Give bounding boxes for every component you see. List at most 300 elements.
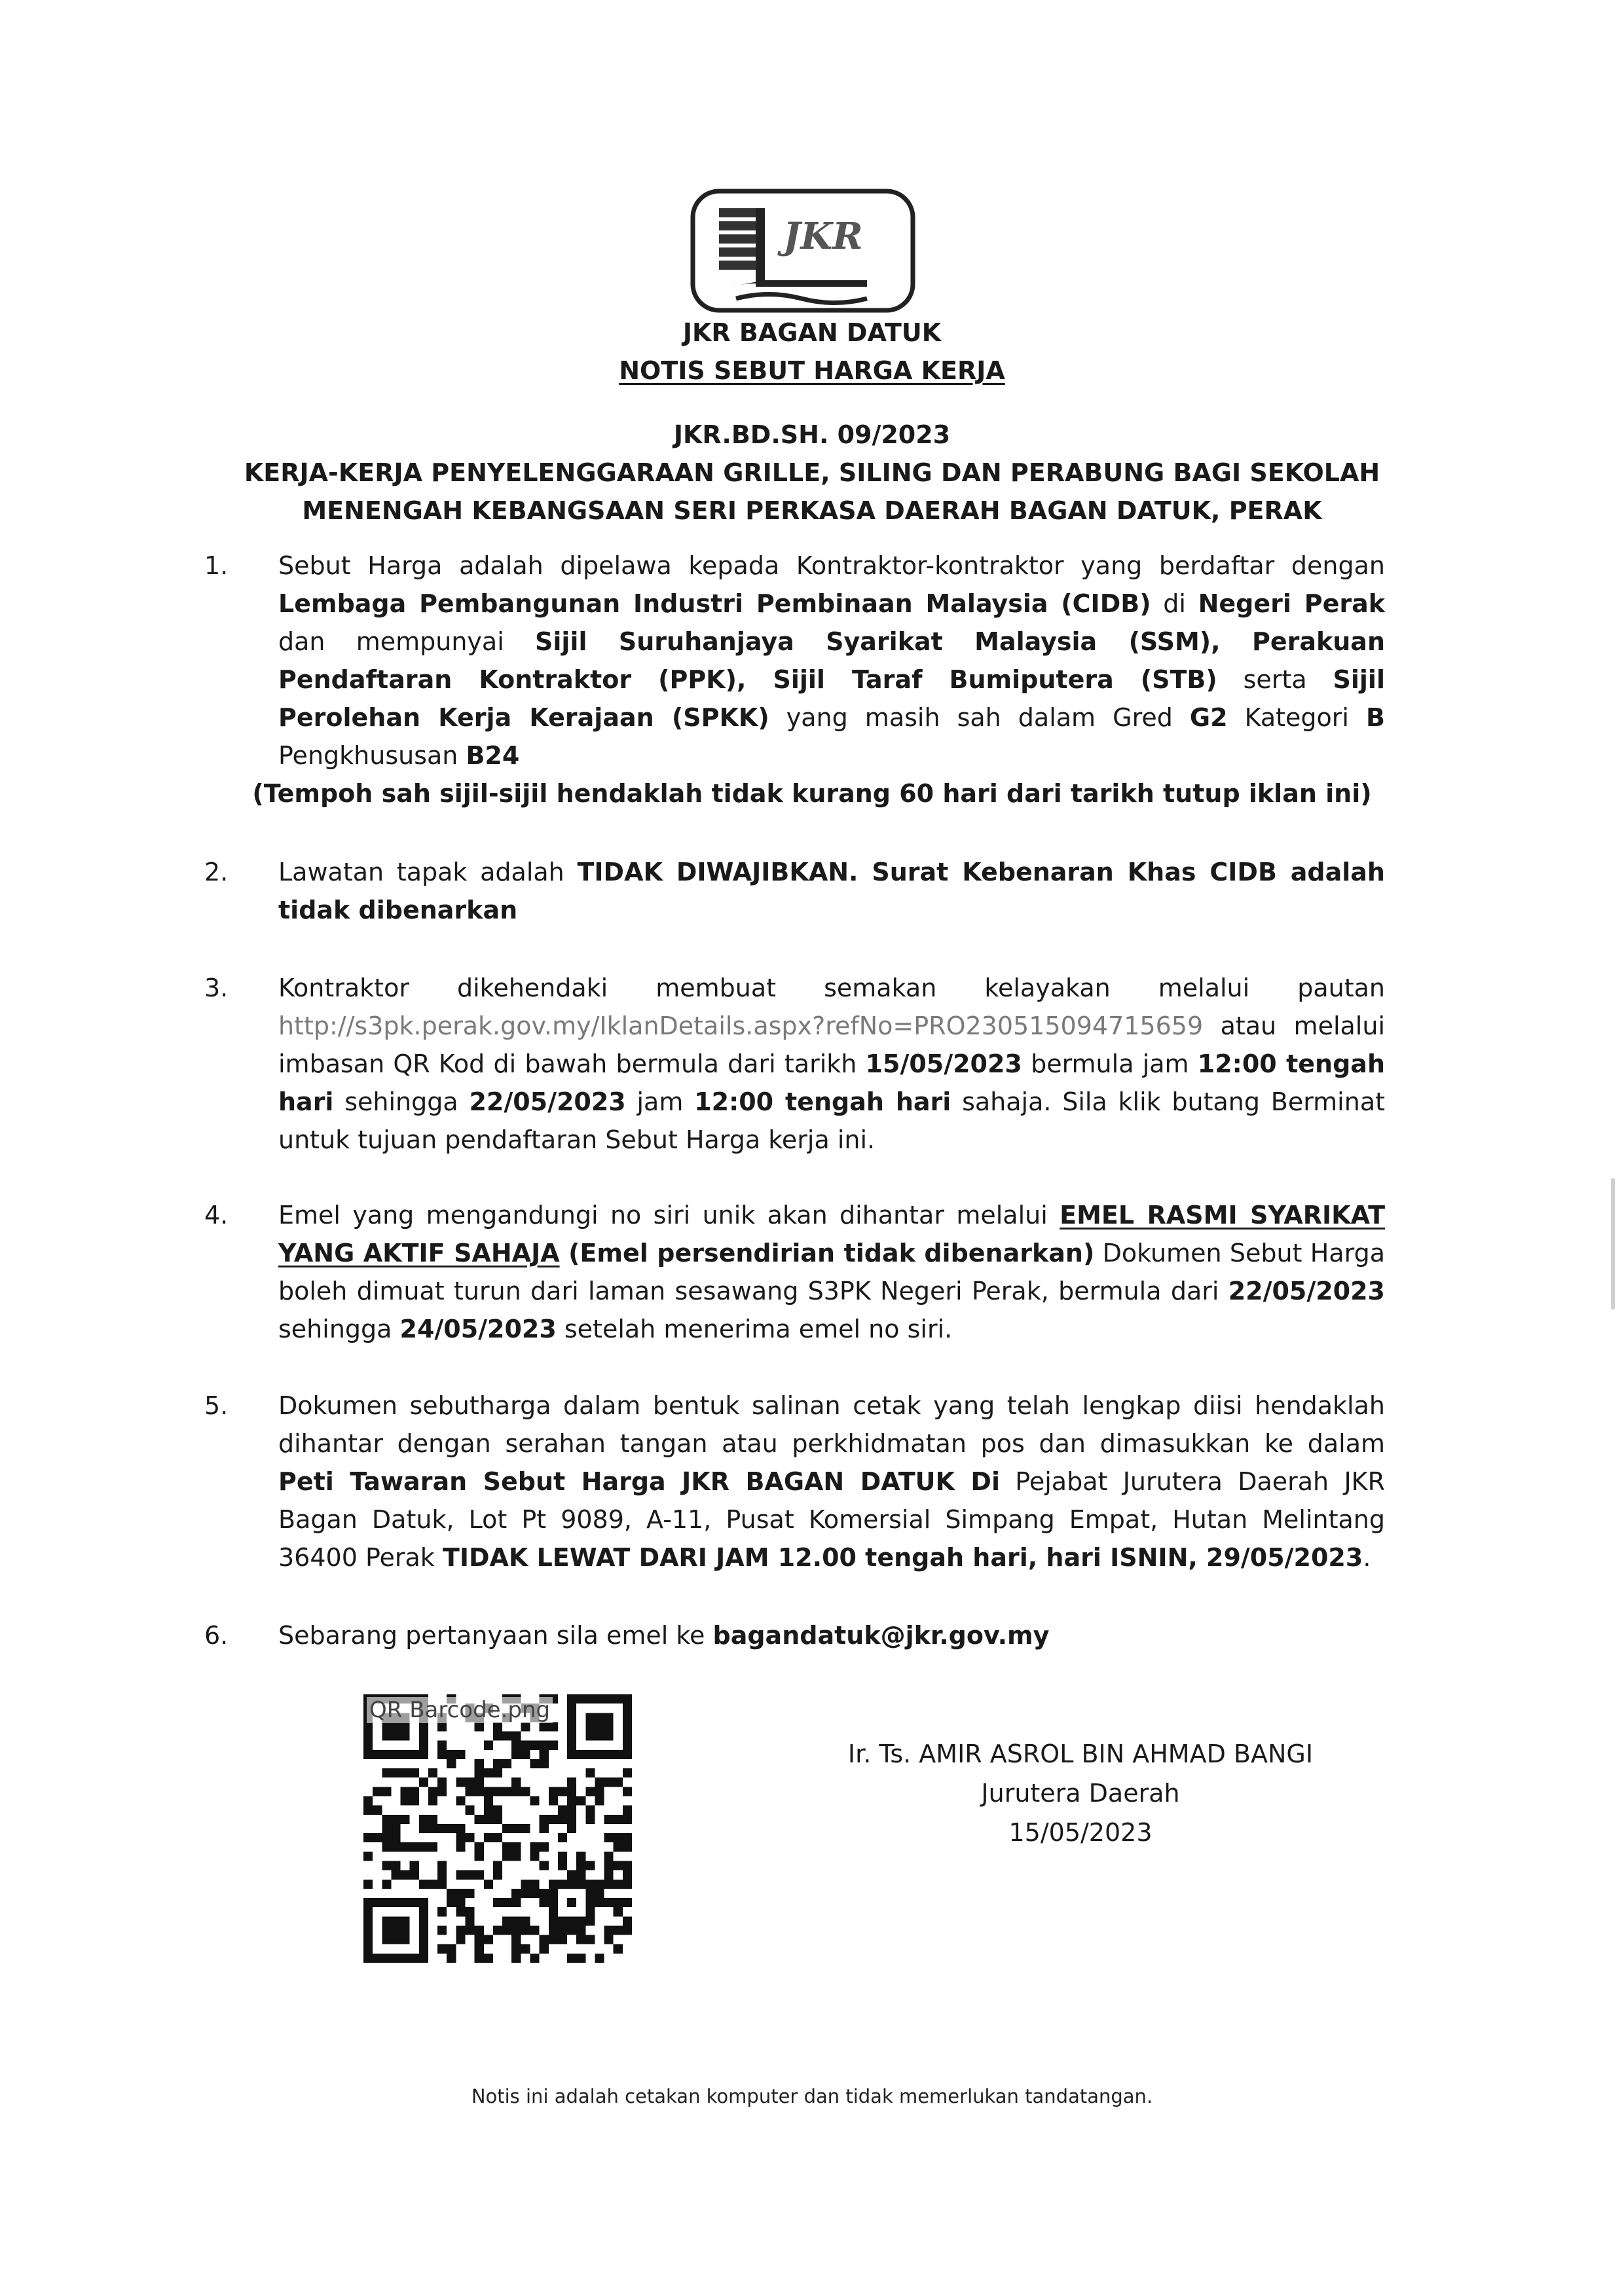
qr-module	[511, 1925, 521, 1935]
qr-module	[585, 1935, 595, 1944]
qr-module	[437, 1824, 447, 1833]
qr-module	[475, 1759, 484, 1768]
qr-module	[576, 1935, 585, 1944]
qr-module	[363, 1880, 373, 1889]
qr-module	[475, 1935, 484, 1944]
qr-module	[585, 1806, 595, 1815]
qr-module	[521, 1787, 530, 1796]
text-span: Pengkhususan	[278, 741, 466, 770]
qr-module	[567, 1824, 576, 1833]
text-span: Sebarang pertanyaan sila emel ke	[278, 1621, 713, 1650]
bold-span: B	[1366, 703, 1385, 732]
qr-module	[428, 1842, 437, 1851]
qr-module	[502, 1732, 511, 1741]
qr-module	[521, 1944, 530, 1954]
qr-module	[428, 1880, 437, 1889]
qr-module	[401, 1870, 410, 1880]
qr-module	[511, 1842, 521, 1851]
qr-module	[493, 1759, 502, 1768]
qr-module	[493, 1925, 502, 1935]
qr-module	[604, 1815, 614, 1824]
text-span: jam	[625, 1087, 695, 1116]
qr-module	[437, 1750, 447, 1759]
qr-module	[484, 1741, 493, 1750]
item-number: 2.	[204, 858, 229, 886]
qr-module	[623, 1898, 632, 1907]
text-span: serta	[1217, 665, 1333, 694]
qr-module	[521, 1722, 530, 1731]
qr-module	[540, 1722, 549, 1731]
qr-module	[530, 1759, 539, 1768]
qr-module	[437, 1880, 447, 1889]
qr-module	[466, 1870, 475, 1880]
qr-module	[558, 1851, 567, 1861]
qr-module	[437, 1741, 447, 1750]
qr-module	[502, 1824, 511, 1833]
qr-module	[493, 1833, 502, 1842]
qr-module	[437, 1722, 447, 1731]
qr-module	[558, 1833, 567, 1842]
qr-module	[595, 1787, 604, 1796]
qr-module	[484, 1787, 493, 1796]
qr-module	[530, 1889, 539, 1898]
bold-span: Sijil Suruhanjaya Syarikat Malaysia (SSM), Perakuan Pendaftaran Kontraktor (PPK), Sijil Taraf Bumiputera (STB)	[278, 627, 1385, 694]
item-text	[278, 1616, 1385, 1654]
text-span: Pejabat Jurutera Daerah JKR Bagan Datuk, Lot Pt 9089, A-11, Pusat Komersial Simpang Empat, Hutan Melintang 36400 Perak	[278, 1467, 1385, 1572]
qr-module	[549, 1815, 558, 1824]
qr-module	[437, 1787, 447, 1796]
qr-module	[511, 1954, 521, 1963]
qr-module	[521, 1741, 530, 1750]
qr-module	[447, 1750, 456, 1759]
signatory-name: Ir. Ts. AMIR ASROL BIN AHMAD BANGI	[847, 1740, 1314, 1768]
qr-module	[511, 1944, 521, 1954]
qr-module	[484, 1833, 493, 1842]
qr-module	[502, 1787, 511, 1796]
qr-module	[456, 1796, 465, 1806]
qr-module	[530, 1925, 539, 1935]
scan-artifact	[1611, 1178, 1615, 1309]
qr-module	[456, 1833, 465, 1842]
qr-module	[576, 1796, 585, 1806]
qr-module	[511, 1851, 521, 1861]
qr-module	[567, 1806, 576, 1815]
qr-module	[391, 1842, 400, 1851]
qr-module	[595, 1954, 604, 1963]
qr-module	[558, 1787, 567, 1796]
qr-module	[493, 1898, 502, 1907]
qr-module	[410, 1768, 419, 1777]
qr-module	[447, 1944, 456, 1954]
qr-module	[623, 1870, 632, 1880]
qr-module	[410, 1796, 419, 1806]
qr-module	[558, 1815, 567, 1824]
qr-module	[456, 1824, 465, 1833]
qr-module	[595, 1898, 604, 1907]
qr-module	[428, 1796, 437, 1806]
qr-module	[604, 1870, 614, 1880]
qr-module	[401, 1842, 410, 1851]
qr-module	[521, 1750, 530, 1759]
signature-date: 15/05/2023	[1008, 1818, 1153, 1847]
qr-module	[614, 1777, 623, 1787]
bold-span: 12:00 tengah hari	[694, 1087, 951, 1116]
contact-email: bagandatuk@jkr.gov.my	[712, 1621, 1050, 1650]
notice-title: NOTIS SEBUT HARGA KERJA	[619, 356, 1005, 385]
qr-module	[493, 1787, 502, 1796]
qr-module	[614, 1944, 623, 1954]
qr-module	[466, 1907, 475, 1916]
qr-module	[567, 1796, 576, 1806]
qr-module	[595, 1889, 604, 1898]
qr-module	[604, 1898, 614, 1907]
qr-module	[382, 1833, 391, 1842]
qr-module	[595, 1796, 604, 1806]
qr-module	[576, 1954, 585, 1963]
qr-module	[382, 1916, 409, 1944]
qr-module	[456, 1935, 465, 1944]
qr-module	[614, 1907, 623, 1916]
text-span: Dokumen sebutharga dalam bentuk salinan cetak yang telah lengkap diisi hendaklah dihantar dengan serahan tangan atau perkhidmatan pos dan dimasukkan ke dalam	[278, 1391, 1385, 1458]
qr-module	[511, 1750, 521, 1759]
qr-module	[475, 1777, 484, 1787]
signatory-title: Jurutera Daerah	[981, 1779, 1180, 1808]
qr-module	[558, 1925, 567, 1935]
qr-module	[614, 1833, 623, 1842]
bold-span: G2	[1189, 703, 1228, 732]
qr-module	[502, 1842, 511, 1851]
qr-module	[614, 1861, 623, 1870]
text-span: Kategori	[1227, 703, 1367, 732]
text-span: yang masih sah dalam Gred	[769, 703, 1190, 732]
qr-module	[493, 1768, 502, 1777]
qr-module	[530, 1741, 539, 1750]
qr-module	[484, 1815, 493, 1824]
item-number: 5.	[204, 1391, 229, 1420]
bold-span: 24/05/2023	[399, 1315, 557, 1343]
qr-module	[456, 1842, 465, 1851]
qr-module	[567, 1898, 576, 1907]
qr-module	[373, 1787, 382, 1796]
qr-module	[493, 1870, 502, 1880]
qr-module	[558, 1935, 567, 1944]
validity-note: (Tempoh sah sijil-sijil hendaklah tidak kurang 60 hari dari tarikh tutup iklan ini)	[252, 779, 1372, 808]
qr-module	[475, 1944, 484, 1954]
qr-module	[493, 1732, 502, 1741]
qr-module	[511, 1898, 521, 1907]
qr-module	[382, 1815, 391, 1824]
qr-module	[391, 1870, 400, 1880]
qr-module	[511, 1732, 521, 1741]
item-number: 1.	[204, 551, 229, 580]
qr-module	[419, 1880, 428, 1889]
qr-module	[604, 1833, 614, 1842]
qr-module	[484, 1935, 493, 1944]
qr-module	[530, 1796, 539, 1806]
work-title-line-2: MENENGAH KEBANGSAAN SERI PERKASA DAERAH BAGAN DATUK, PERAK	[302, 496, 1322, 525]
qr-module	[428, 1787, 437, 1796]
qr-module	[456, 1907, 465, 1916]
qr-module	[456, 1898, 465, 1907]
bold-span: 15/05/2023	[865, 1049, 1022, 1078]
qr-module	[382, 1861, 391, 1870]
qr-module	[484, 1954, 493, 1963]
qr-module	[540, 1824, 549, 1833]
qr-module	[614, 1815, 623, 1824]
qr-module	[382, 1880, 391, 1889]
text-span: Kontraktor dikehendaki membuat semakan kelayakan melalui pautan	[278, 974, 1385, 1002]
qr-module	[419, 1842, 428, 1851]
qr-module	[567, 1787, 576, 1796]
qr-module	[363, 1851, 373, 1861]
bold-span: (Emel persendirian tidak dibenarkan)	[559, 1239, 1095, 1267]
qr-module	[540, 1750, 549, 1759]
qr-module	[391, 1833, 400, 1842]
qr-module	[447, 1898, 456, 1907]
item-number: 4.	[204, 1201, 229, 1230]
text-span: sahaja. Sila klik butang Berminat untuk tujuan pendaftaran Sebut Harga kerja ini.	[278, 1087, 1386, 1154]
qr-module	[382, 1768, 391, 1777]
qr-module	[549, 1722, 558, 1731]
qr-module	[466, 1925, 475, 1935]
qr-module	[437, 1944, 447, 1954]
qr-module	[614, 1842, 623, 1851]
qr-module	[576, 1925, 585, 1935]
text-span: Dokumen Sebut Harga boleh dimuat turun dari laman sesawang S3PK Negeri Perak, bermula dari	[278, 1239, 1385, 1305]
bold-span: 12:00 tengah hari	[278, 1049, 1385, 1116]
qr-module	[595, 1777, 604, 1787]
qr-module	[502, 1898, 511, 1907]
qr-module	[419, 1824, 428, 1833]
qr-module	[567, 1925, 576, 1935]
qr-module	[604, 1935, 614, 1944]
qr-module	[382, 1787, 391, 1796]
qr-module	[530, 1851, 539, 1861]
qr-module	[585, 1861, 595, 1870]
qr-module	[623, 1925, 632, 1935]
qr-module	[549, 1741, 558, 1750]
qr-module	[493, 1722, 502, 1731]
bold-underline-span: EMEL RASMI SYARIKAT YANG AKTIF SAHAJA	[278, 1201, 1385, 1267]
qr-module	[484, 1880, 493, 1889]
qr-module	[363, 1796, 373, 1806]
bold-span: TIDAK LEWAT DARI JAM 12.00 tengah hari, hari ISNIN, 29/05/2023	[442, 1543, 1363, 1572]
qr-module	[576, 1861, 585, 1870]
qr-module	[530, 1954, 539, 1963]
qr-module	[456, 1889, 465, 1898]
work-title-line-1: KERJA-KERJA PENYELENGGARAAN GRILLE, SILING DAN PERABUNG BAGI SEKOLAH	[244, 458, 1380, 487]
qr-module	[540, 1935, 549, 1944]
qr-module	[456, 1870, 465, 1880]
qr-module	[521, 1925, 530, 1935]
qr-module	[604, 1777, 614, 1787]
text-span: setelah menerima emel no siri.	[556, 1315, 953, 1343]
bold-span: Sijil Perolehan Kerja Kerajaan (SPKK)	[278, 665, 1385, 732]
bold-span: 22/05/2023	[1228, 1277, 1385, 1305]
qr-module	[576, 1851, 585, 1861]
qr-module	[466, 1916, 475, 1925]
text-span: .	[1363, 1543, 1371, 1572]
qr-module	[502, 1851, 511, 1861]
qr-module	[623, 1787, 632, 1796]
qr-module	[391, 1768, 400, 1777]
qr-module	[511, 1741, 521, 1750]
qr-module	[447, 1759, 456, 1768]
qr-module	[604, 1851, 614, 1861]
qr-module	[475, 1925, 484, 1935]
item-text	[278, 853, 1385, 929]
qr-module	[456, 1925, 465, 1935]
qr-module	[447, 1824, 456, 1833]
item-text	[278, 969, 1385, 1159]
bold-span: Peti Tawaran Sebut Harga JKR BAGAN DATUK Di	[278, 1467, 1000, 1496]
qr-module	[502, 1916, 511, 1925]
qr-module	[567, 1870, 576, 1880]
text-span: sehingga	[333, 1087, 470, 1116]
qr-module	[623, 1815, 632, 1824]
qr-module	[502, 1759, 511, 1768]
reference-number: JKR.BD.SH. 09/2023	[673, 420, 951, 449]
qr-module	[511, 1889, 521, 1898]
qr-module	[623, 1768, 632, 1777]
qr-module	[466, 1833, 475, 1842]
qr-module	[391, 1824, 400, 1833]
qr-module	[437, 1861, 447, 1870]
qr-module	[475, 1954, 484, 1963]
qr-module	[456, 1777, 465, 1787]
qr-module	[540, 1861, 549, 1870]
text-span: bermula jam	[1022, 1049, 1198, 1078]
qr-module	[466, 1787, 475, 1796]
qr-module	[382, 1842, 391, 1851]
qr-module	[475, 1722, 484, 1731]
qr-module	[530, 1880, 539, 1889]
qr-module	[604, 1861, 614, 1870]
jkr-logo	[690, 189, 915, 313]
qr-module	[484, 1796, 493, 1806]
bold-span: Lembaga Pembangunan Industri Pembinaan Malaysia (CIDB)	[278, 589, 1151, 618]
qr-module	[549, 1787, 558, 1796]
item-number: 6.	[204, 1621, 229, 1650]
qr-module	[521, 1824, 530, 1833]
qr-module	[363, 1833, 373, 1842]
qr-module	[391, 1815, 400, 1824]
qr-module	[466, 1889, 475, 1898]
qr-module	[475, 1815, 484, 1824]
qr-module	[466, 1806, 475, 1815]
qr-module	[437, 1907, 447, 1916]
qr-module	[410, 1842, 419, 1851]
qr-module	[576, 1870, 585, 1880]
bold-span: B24	[466, 741, 520, 770]
qr-module	[447, 1954, 456, 1963]
qr-module	[410, 1787, 419, 1796]
qr-module	[466, 1777, 475, 1787]
qr-module	[549, 1796, 558, 1806]
logo-text: JKR	[783, 215, 863, 258]
qr-module	[447, 1889, 456, 1898]
qr-module	[540, 1842, 549, 1851]
qr-module	[484, 1768, 493, 1777]
qr-module	[623, 1806, 632, 1815]
qr-module	[410, 1861, 419, 1870]
qr-module	[511, 1824, 521, 1833]
qr-module	[419, 1777, 428, 1787]
qr-module	[521, 1889, 530, 1898]
qr-module	[401, 1768, 410, 1777]
qr-module	[604, 1880, 614, 1889]
qr-module	[623, 1916, 632, 1925]
qr-module	[437, 1925, 447, 1935]
qr-module	[585, 1713, 613, 1740]
qr-module	[614, 1880, 623, 1889]
qr-module	[623, 1833, 632, 1842]
s3pk-link[interactable]: http://s3pk.perak.gov.my/IklanDetails.aspx?refNo=PRO230515094715659	[278, 1011, 1204, 1040]
qr-module	[540, 1889, 549, 1898]
qr-module	[623, 1861, 632, 1870]
qr-module	[558, 1806, 567, 1815]
qr-module	[475, 1851, 484, 1861]
qr-module	[567, 1815, 576, 1824]
qr-module	[363, 1806, 373, 1815]
qr-module	[475, 1842, 484, 1851]
qr-module	[585, 1787, 595, 1796]
qr-module	[373, 1833, 382, 1842]
qr-module	[502, 1925, 511, 1935]
qr-module	[475, 1870, 484, 1880]
qr-module	[567, 1954, 576, 1963]
text-span: Sebut Harga adalah dipelawa kepada Kontraktor-kontraktor yang berdaftar dengan	[278, 551, 1385, 580]
qr-module	[511, 1777, 521, 1787]
bold-span: 22/05/2023	[469, 1087, 626, 1116]
qr-module	[493, 1815, 502, 1824]
qr-module	[419, 1815, 428, 1824]
qr-module	[549, 1925, 558, 1935]
item-text	[278, 1196, 1385, 1348]
qr-module	[540, 1898, 549, 1907]
qr-module	[428, 1768, 437, 1777]
qr-module	[549, 1935, 558, 1944]
text-span: atau melalui imbasan QR Kod di bawah bermula dari tarikh	[278, 1011, 1385, 1078]
qr-module	[585, 1768, 595, 1777]
qr-module	[567, 1777, 576, 1787]
qr-module	[493, 1861, 502, 1870]
text-span: Emel yang mengandungi no siri unik akan dihantar melalui	[278, 1201, 1060, 1230]
qr-module	[623, 1842, 632, 1851]
text-span: di	[1151, 589, 1198, 618]
qr-module	[475, 1768, 484, 1777]
qr-code[interactable]	[363, 1694, 632, 1963]
qr-module	[511, 1935, 521, 1944]
text-span: dan mempunyai	[278, 627, 536, 656]
qr-module	[382, 1824, 391, 1833]
qr-module	[521, 1916, 530, 1925]
qr-module	[484, 1806, 493, 1815]
qr-module	[437, 1777, 447, 1787]
qr-module	[540, 1759, 549, 1768]
qr-module	[456, 1750, 465, 1759]
qr-module	[410, 1870, 419, 1880]
qr-module	[540, 1741, 549, 1750]
qr-module	[530, 1842, 539, 1851]
qr-module	[540, 1815, 549, 1824]
qr-module	[428, 1815, 437, 1824]
qr-module	[604, 1925, 614, 1935]
qr-module	[391, 1861, 400, 1870]
qr-module	[595, 1880, 604, 1889]
qr-module	[428, 1824, 437, 1833]
qr-module	[401, 1815, 410, 1824]
